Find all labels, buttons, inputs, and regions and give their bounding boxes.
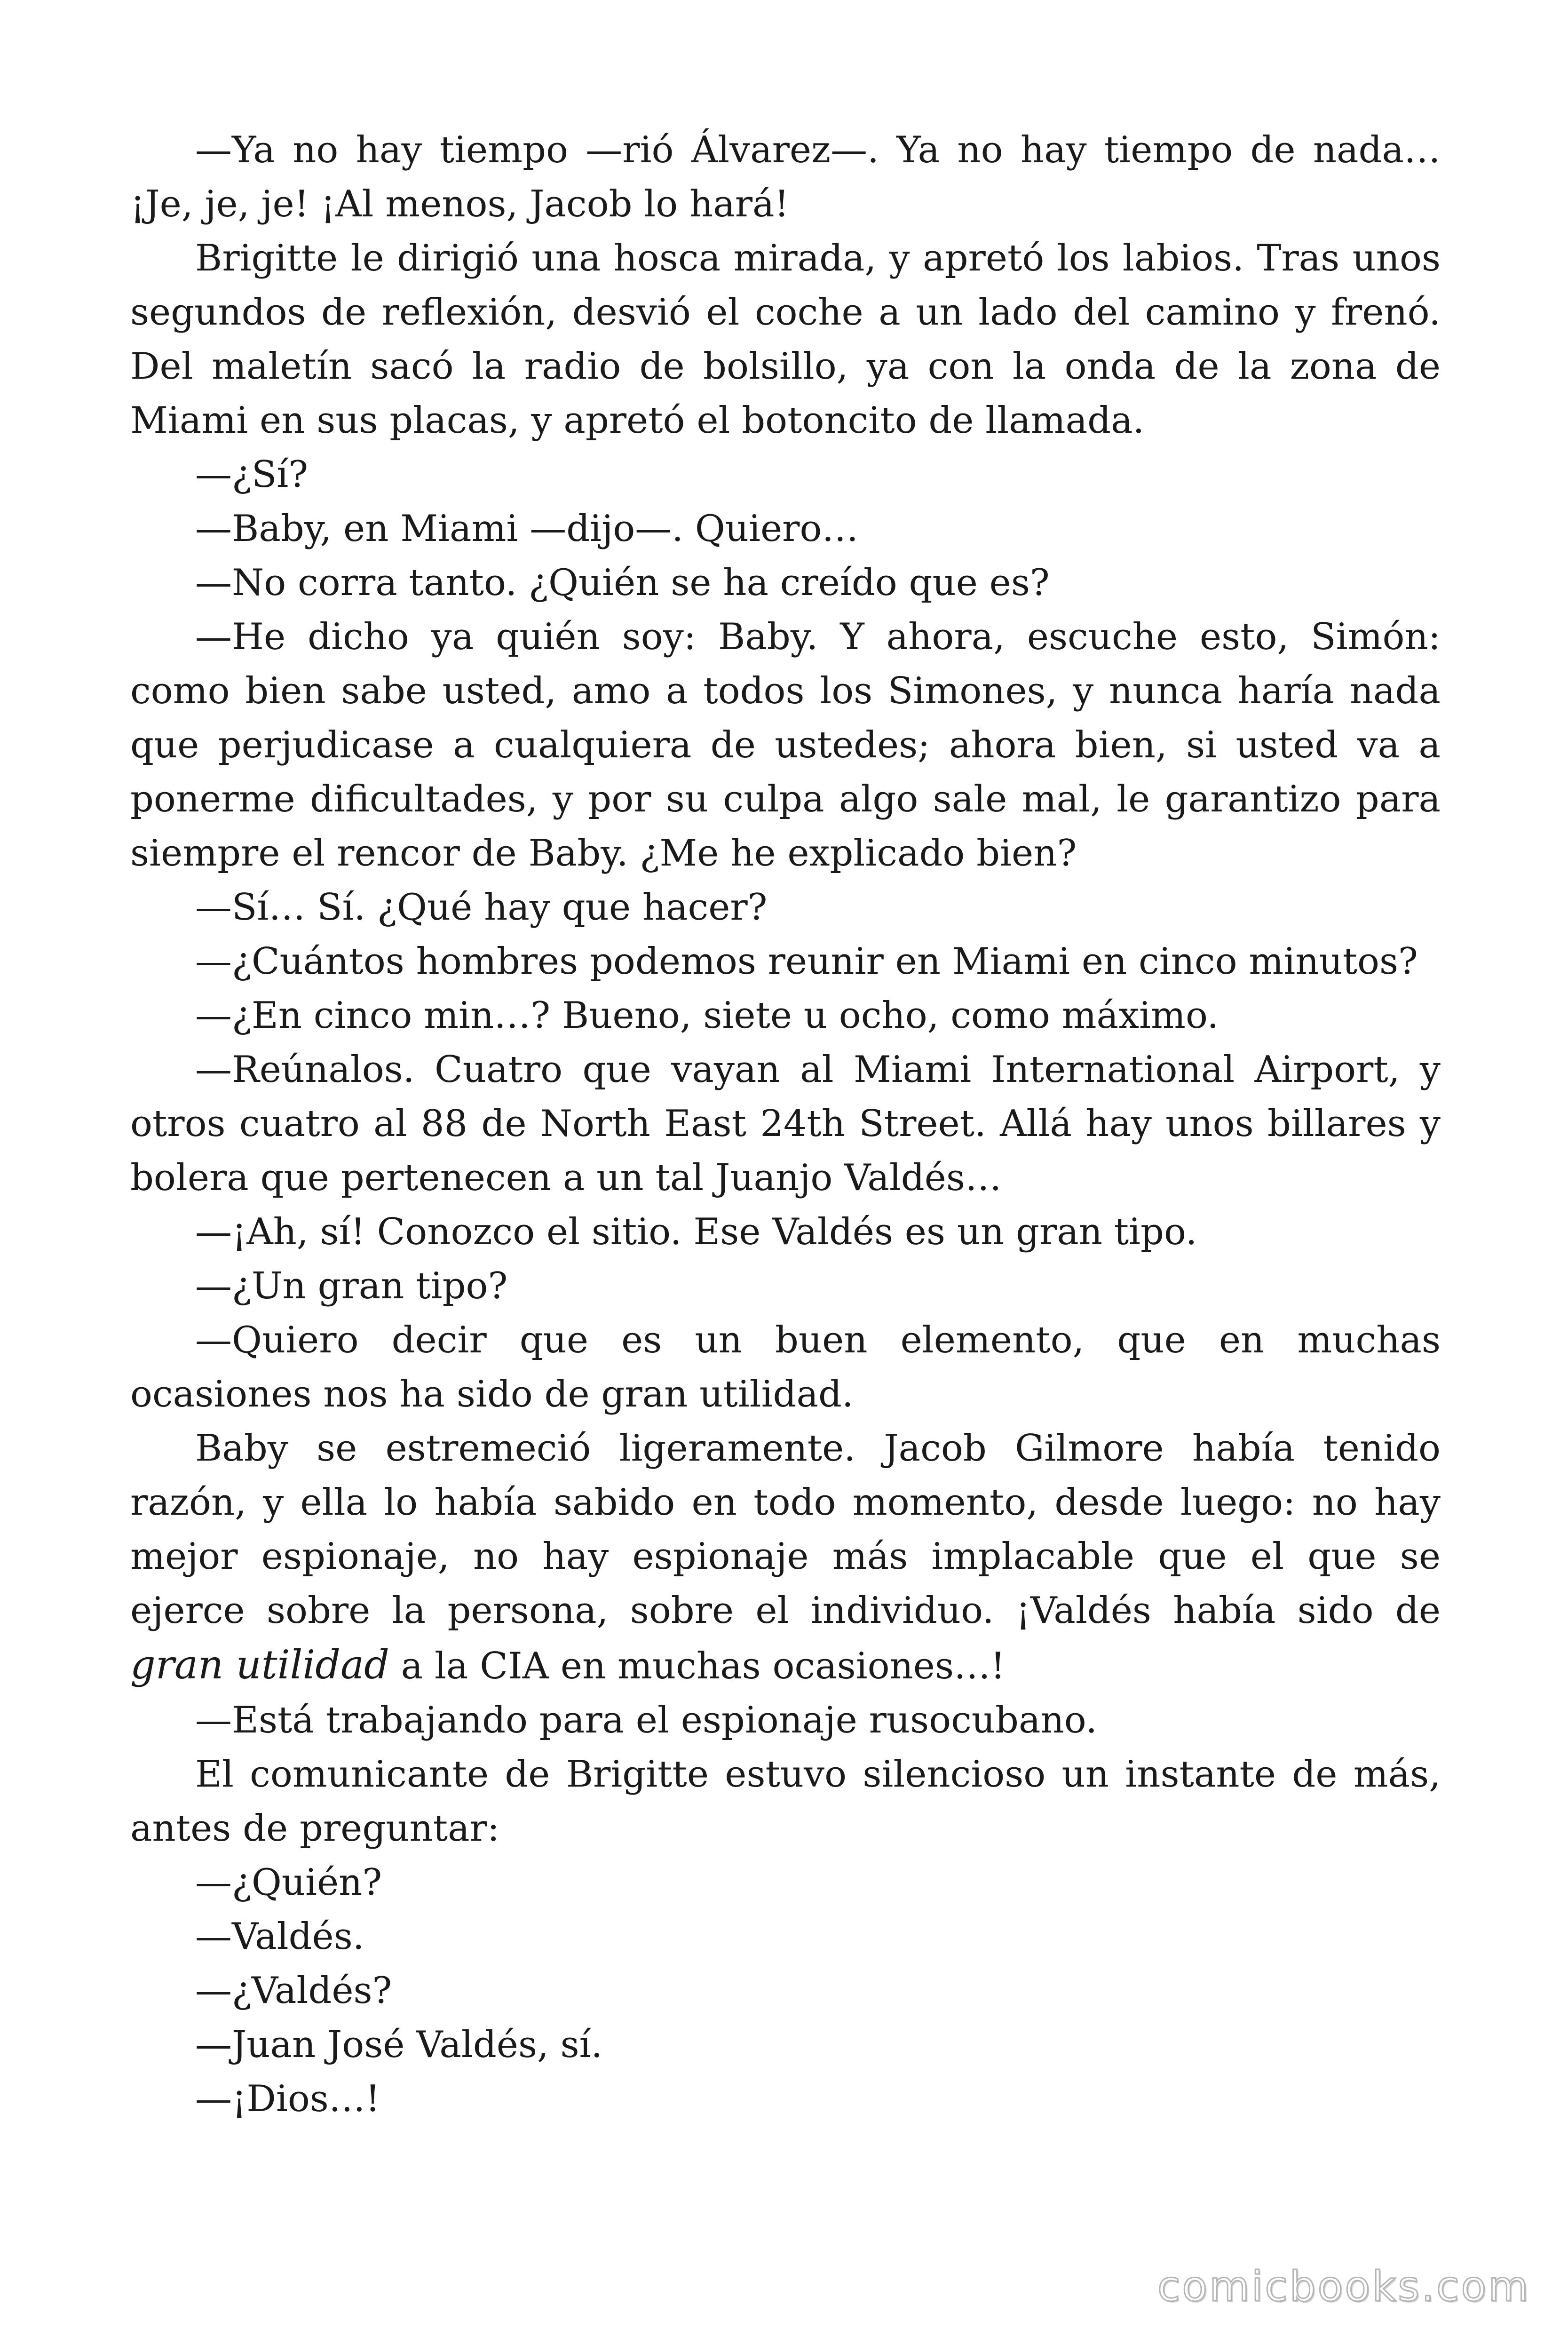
paragraph: —Sí… Sí. ¿Qué hay que hacer? — [195, 886, 768, 929]
page-text — [130, 123, 1441, 2126]
paragraph: —Quiero decir que es un buen elemento, que en muchas ocasiones nos ha sido de gran utilidad. — [130, 1319, 1441, 1415]
emphasized-text: gran utilidad — [130, 1642, 389, 1688]
paragraph: —He dicho ya quién soy: Baby. Y ahora, escuche esto, Simón: como bien sabe usted, amo a todos los Simones, y nunca haría nada que perjudicase a cualquiera de ustedes; ahora bien, si usted va a ponerme dificultades, y por su culpa algo sale mal, le garantizo para siempre el rencor de Baby. ¿Me he explicado bien? — [130, 616, 1441, 874]
paragraph: —¡Dios…! — [195, 2078, 380, 2120]
paragraph: —¿Quién? — [195, 1861, 382, 1904]
paragraph: —¿En cinco min…? Bueno, siete u ocho, como máximo. — [195, 994, 1219, 1037]
paragraph: —¿Sí? — [195, 453, 309, 496]
paragraph-text: Baby se estremeció ligeramente. Jacob Gilmore había tenido razón, y ella lo había sabido en todo momento, desde luego: no hay mejor espionaje, no hay espionaje más implacable que el que se ejerce sobre la persona, sobre el individuo. ¡Valdés había sido de — [130, 1427, 1441, 1632]
paragraph: —Ya no hay tiempo —rió Álvarez—. Ya no hay tiempo de nada… ¡Je, je, je! ¡Al menos, Jacob lo hará! — [130, 129, 1441, 225]
paragraph: —Juan José Valdés, sí. — [195, 2024, 603, 2066]
paragraph: —No corra tanto. ¿Quién se ha creído que es? — [195, 562, 1050, 604]
paragraph: —¡Ah, sí! Conozco el sitio. Ese Valdés es un gran tipo. — [195, 1211, 1197, 1253]
paragraph: —Reúnalos. Cuatro que vayan al Miami International Airport, y otros cuatro al 88 de North East 24th Street. Allá hay unos billares y bolera que pertenecen a un tal Juanjo Valdés… — [130, 1049, 1441, 1199]
paragraph: —Valdés. — [195, 1915, 364, 1958]
paragraph: —¿Un gran tipo? — [195, 1265, 508, 1307]
paragraph-with-emphasis — [130, 1422, 1441, 1693]
paragraph: Brigitte le dirigió una hosca mirada, y apretó los labios. Tras unos segundos de reflexión, desvió el coche a un lado del camino y frenó. Del maletín sacó la radio de bolsillo, ya con la onda de la zona de Miami en sus placas, y apretó el botoncito de llamada. — [130, 237, 1441, 442]
paragraph: —¿Valdés? — [195, 1970, 392, 2012]
paragraph: —Baby, en Miami —dijo—. Quiero… — [195, 508, 859, 550]
watermark: comicbooks.com — [1157, 2262, 1530, 2311]
paragraph-text: a la CIA en muchas ocasiones…! — [389, 1645, 1006, 1687]
paragraph: —Está trabajando para el espionaje rusocubano. — [195, 1699, 1098, 1741]
paragraph: —¿Cuántos hombres podemos reunir en Miami en cinco minutos? — [195, 940, 1418, 983]
paragraph: El comunicante de Brigitte estuvo silencioso un instante de más, antes de preguntar: — [130, 1753, 1441, 1850]
